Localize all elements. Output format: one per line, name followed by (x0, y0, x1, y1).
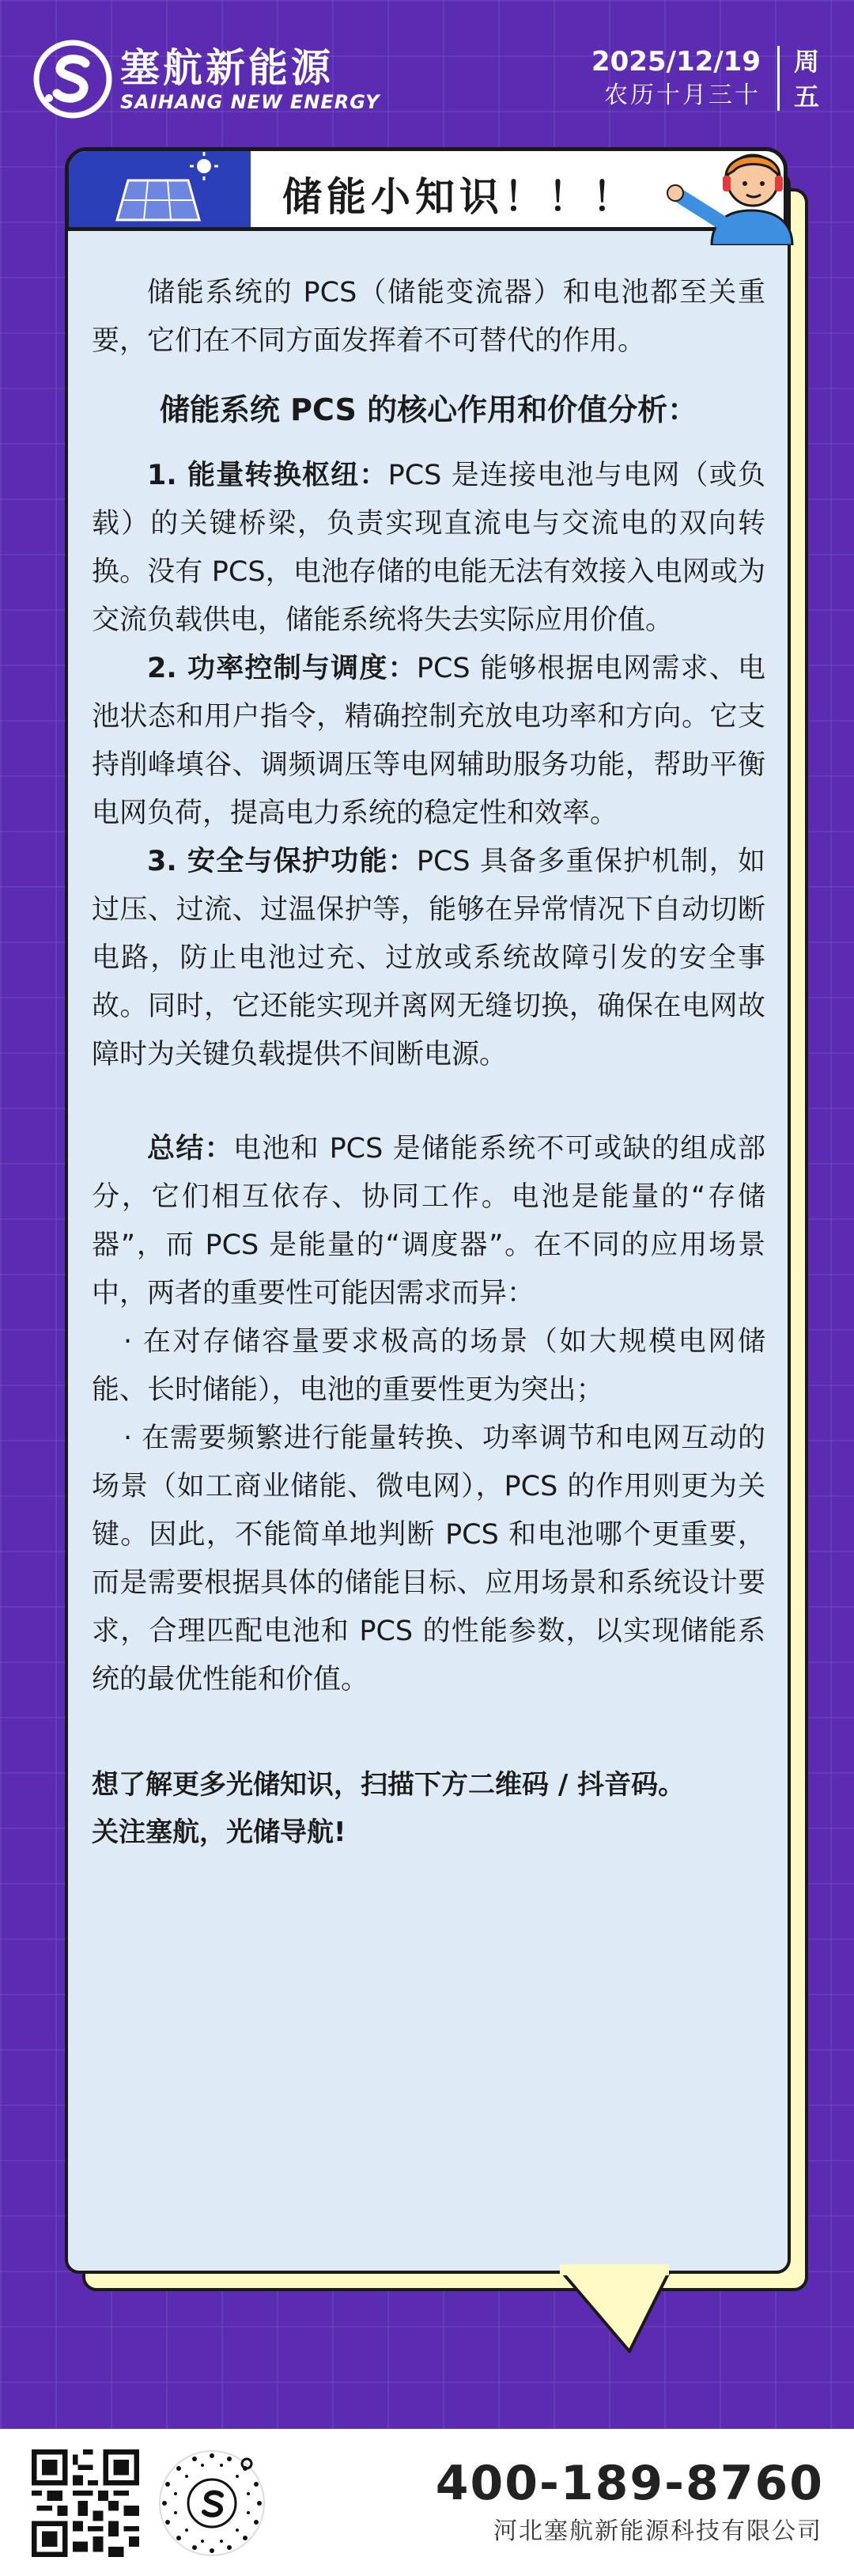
point-1 (92, 452, 765, 645)
card-title: 储能小知识！！！ (282, 174, 637, 220)
date-text: 2025/12/19 (591, 46, 761, 78)
summary-paragraph (92, 1125, 765, 1318)
company-name: 河北塞航新能源科技有限公司 (493, 2517, 822, 2545)
intro-paragraph: 储能系统的 PCS（储能变流器）和电池都至关重要，它们在不同方面发挥着不可替代的作用。 (92, 277, 765, 357)
section-heading: 储能系统 PCS 的核心作用和价值分析： (159, 392, 698, 427)
brand (120, 46, 380, 114)
point-1-label: 1. 能量转换枢纽： (147, 460, 388, 491)
summary-bullet-2: · 在需要频繁进行能量转换、功率调节和电网互动的场景（如工商业储能、微电网），PCS 的作用则更为关键。因此，不能简单地判断 PCS 和电池哪个更重要，而是需要根据具体的储能目标、应用场景和系统设计要求，合理匹配电池和 PCS 的性能参数，以实现储能系统的最优性能和价值。 (92, 1422, 765, 1695)
tail-joint (554, 2264, 680, 2280)
summary-bullet-1: · 在对存储容量要求极高的场景（如大规模电网储能、长时储能），电池的重要性更为突出； (92, 1326, 765, 1406)
point-2 (92, 645, 765, 838)
weekday (791, 44, 822, 114)
date-divider (777, 46, 780, 111)
point-2-label: 2. 功率控制与调度： (147, 653, 417, 684)
summary-label: 总结： (147, 1133, 234, 1165)
saihang-logo-icon (33, 40, 112, 119)
date-block (591, 44, 761, 112)
weekday-line-1: 周 (793, 47, 819, 77)
weekday-line-2: 五 (793, 81, 819, 112)
brand-name-en: SAIHANG NEW ENERGY (120, 91, 380, 113)
summary-text: 电池和 PCS 是储能系统不可或缺的组成部分，它们相互依存、协同工作。电池是能量的“存储器”，而 PCS 是能量的“调度器”。在不同的应用场景中，两者的重要性可能因需求而异： (92, 1133, 765, 1309)
solar-panel-icon (111, 147, 221, 231)
point-3-label: 3. 安全与保护功能： (147, 846, 417, 877)
point-2-text: PCS 能够根据电网需求、电池状态和用户指令，精确控制充放电功率和方向。它支持削峰填谷、调频调压等电网辅助服务功能，帮助平衡电网负荷，提高电力系统的稳定性和效率。 (92, 653, 765, 829)
phone-number: 400-189-8760 (435, 2456, 824, 2511)
douyin-code[interactable] (157, 2448, 267, 2559)
cta-line-2: 关注塞航，光储导航! (92, 1816, 346, 1848)
cta-line-1: 想了解更多光储知识，扫描下方二维码 / 抖音码。 (92, 1769, 686, 1801)
point-1-text: PCS 是连接电池与电网（或负载）的关键桥梁，负责实现直流电与交流电的双向转换。没有 PCS，电池存储的电能无法有效接入电网或为交流负载供电，储能系统将失去实际应用价值。 (92, 460, 765, 636)
point-3 (92, 838, 765, 1079)
spacer (92, 1079, 765, 1125)
spacer (92, 1704, 765, 1761)
wechat-qr-code[interactable] (32, 2449, 139, 2557)
point-3-text: PCS 具备多重保护机制，如过压、过流、过温保护等，能够在异常情况下自动切断电路，防止电池过充、过放或系统故障引发的安全事故。同时，它还能实现并离网无缝切换，确保在电网故障时为关键负载提供不间断电源。 (92, 846, 765, 1070)
pointing-person-icon (656, 134, 799, 245)
lunar-date-text: 农历十月三十 (604, 81, 761, 109)
brand-name-cn: 塞航新能源 (120, 45, 334, 91)
article-body (92, 269, 765, 1856)
